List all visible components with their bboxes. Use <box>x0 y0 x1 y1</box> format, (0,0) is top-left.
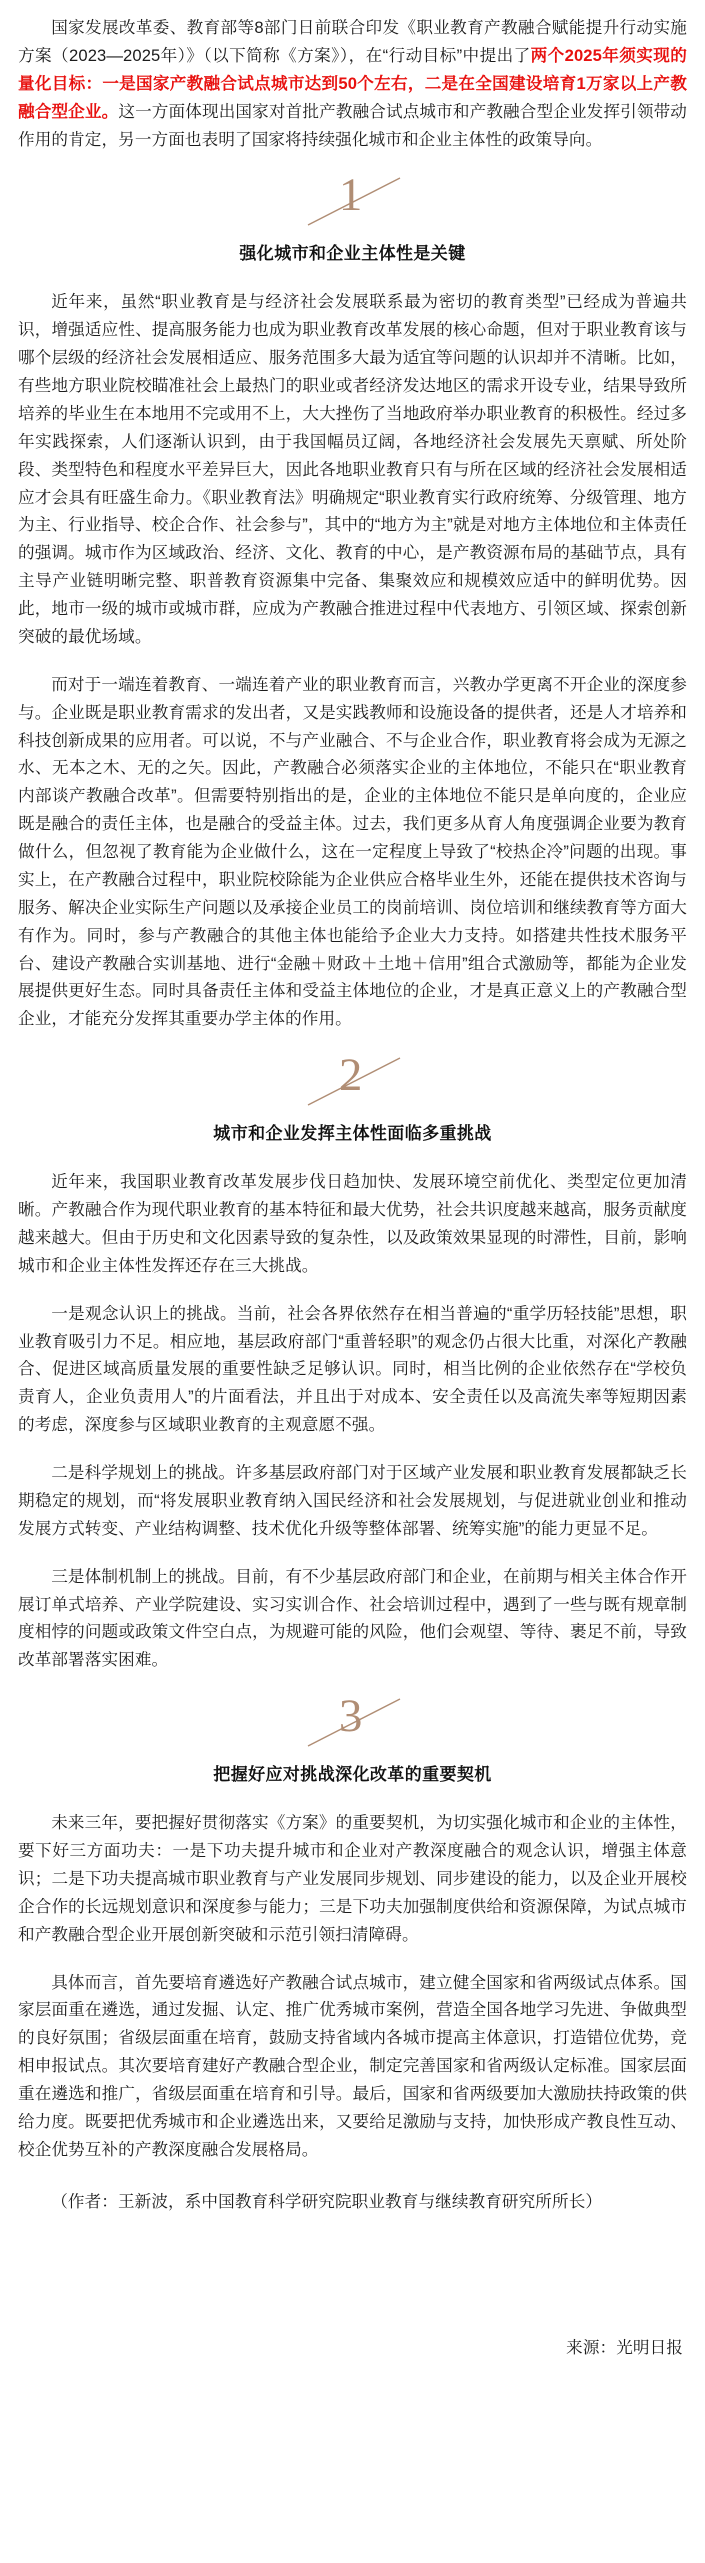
author-credit: （作者：王新波，系中国教育科学研究院职业教育与继续教育研究所所长） <box>51 2191 603 2211</box>
section-1 <box>18 171 687 1033</box>
section-3 <box>18 1692 687 2164</box>
section-numeral-3-glyph: 3 <box>338 1690 363 1743</box>
intro-highlight: 两个2025年须实现的量化目标：一是国家产教融合试点城市达到50个左右，二是在全国建设培育1万家以上产教融合型企业。 <box>18 45 687 121</box>
section-1-paragraph-1: 近年来，虽然“职业教育是与经济社会发展联系最为密切的教育类型”已经成为普遍共识，增强适应性、提高服务能力也成为职业教育改革发展的核心命题，但对于职业教育该与哪个层级的经济社会发展相适应、服务范围多大最为适宜等问题的认识却并不清晰。比如，有些地方职业院校瞄准社会上最热门的职业或者经济发达地区的需求开设专业，结果导致所培养的毕业生在本地用不完或用不上，大大挫伤了当地政府举办职业教育的积极性。经过多年实践探索，人们逐渐认识到，由于我国幅员辽阔，各地经济社会发展先天禀赋、所处阶段、类型特色和程度水平差异巨大，因此各地职业教育只有与所在区域的经济社会发展相适应才会具有旺盛生命力。《职业教育法》明确规定“职业教育实行政府统筹、分级管理、地方为主、行业指导、校企合作、社会参与”，其中的“地方为主”就是对地方主体地位和主体责任的强调。城市作为区域政治、经济、文化、教育的中心，是产教资源布局的基础节点，具有主导产业链明晰完整、职普教育资源集中完备、集聚效应和规模效应适中的鲜明优势。因此，地市一级的城市或城市群，应成为产教融合推进过程中代表地方、引领区域、探索创新突破的最优场域。 <box>18 292 687 646</box>
section-title-1: 强化城市和企业主体性是关键 <box>239 244 466 264</box>
section-2-paragraph-2: 一是观念认识上的挑战。当前，社会各界依然存在相当普遍的“重学历轻技能”思想，职业教育吸引力不足。相应地，基层政府部门“重普轻职”的观念仍占很大比重，对深化产教融合、促进区域高质量发展的重要性缺乏足够认识。同时，相当比例的企业依然存在“学校负责育人，企业负责用人”的片面看法，并且出于对成本、安全责任以及高流失率等短期因素的考虑，深度参与区域职业教育的主观意愿不强。 <box>18 1303 687 1435</box>
section-title-2: 城市和企业发挥主体性面临多重挑战 <box>213 1124 492 1144</box>
section-numeral-2 <box>298 1051 408 1113</box>
section-3-paragraph-2: 具体而言，首先要培育遴选好产教融合试点城市，建立健全国家和省两级试点体系。国家层面重在遴选，通过发掘、认定、推广优秀城市案例，营造全国各地学习先进、争做典型的良好氛围；省级层面重在培育，鼓励支持省域内各城市提高主体意识，打造错位优势，竞相申报试点。其次要培育建好产教融合型企业，制定完善国家和省两级认定标准。国家层面重在遴选和推广，省级层面重在培育和引导。最后，国家和省两级要加大激励扶持政策的供给力度。既要把优秀城市和企业遴选出来，又要给足激励与支持，加快形成产教良性互动、校企优势互补的产教深度融合发展格局。 <box>18 1972 687 2159</box>
section-2-paragraph-4: 三是体制机制上的挑战。目前，有不少基层政府部门和企业，在前期与相关主体合作开展订单式培养、产业学院建设、实习实训合作、社会培训过程中，遇到了一些与既有规章制度相悖的问题或政策文件空白点，为规避可能的风险，他们会观望、等待、裹足不前，导致改革部署落实困难。 <box>18 1566 687 1670</box>
source-credit: 来源：光明日报 <box>566 2337 683 2357</box>
section-numeral-1 <box>298 171 408 233</box>
section-numeral-2-wrap <box>18 1051 687 1113</box>
section-2-paragraph-1: 近年来，我国职业教育改革发展步伐日趋加快、发展环境空前优化、类型定位更加清晰。产教融合作为现代职业教育的基本特征和最大优势，社会共识度越来越高，服务贡献度越来越大。但由于历史和文化因素导致的复杂性，以及政策效果显现的时滞性，目前，影响城市和企业主体性发挥还存在三大挑战。 <box>18 1172 687 1275</box>
section-3-paragraph-1: 未来三年，要把握好贯彻落实《方案》的重要契机，为切实强化城市和企业的主体性，要下好三方面功夫：一是下功夫提升城市和企业对产教深度融合的观念认识，增强主体意识；二是下功夫提高城市职业教育与产业发展同步规划、同步建设的能力，以及企业开展校企合作的长远规划意识和深度参与能力；三是下功夫加强制度供给和资源保障，为试点城市和产教融合型企业开展创新突破和示范引领扫清障碍。 <box>18 1813 687 1944</box>
intro-paragraph <box>18 14 687 153</box>
section-2 <box>18 1051 687 1674</box>
section-numeral-3 <box>298 1692 408 1754</box>
section-numeral-3-wrap <box>18 1692 687 1754</box>
section-1-paragraph-2: 而对于一端连着教育、一端连着产业的职业教育而言，兴教办学更离不开企业的深度参与。企业既是职业教育需求的发出者，又是实践教师和设施设备的提供者，还是人才培养和科技创新成果的应用者。可以说，不与产业融合、不与企业合作，职业教育将会成为无源之水、无本之木、无的之矢。因此，产教融合必须落实企业的主体地位，不能只在“职业教育内部谈产教融合改革”。但需要特别指出的是，企业的主体地位不能只是单向度的，企业应既是融合的责任主体，也是融合的受益主体。过去，我们更多从育人角度强调企业要为教育做什么，但忽视了教育能为企业做什么，这在一定程度上导致了“校热企冷”问题的出现。事实上，在产教融合过程中，职业院校除能为企业供应合格毕业生外，还能在提供技术咨询与服务、解决企业实际生产问题以及承接企业员工的岗前培训、岗位培训和继续教育等方面大有作为。同时，参与产教融合的其他主体也能给予企业大力支持。如搭建共性技术服务平台、建设产教融合实训基地、进行“金融＋财政＋土地＋信用”组合式激励等，都能为企业发展提供更好生态。同时具备责任主体和受益主体地位的企业，才是真正意义上的产教融合型企业，才能充分发挥其重要办学主体的作用。 <box>18 674 687 1029</box>
section-title-3: 把握好应对挑战深化改革的重要契机 <box>213 1765 492 1785</box>
intro-text-part2: 这一方面体现出国家对首批产教融合试点城市和产教融合型企业发挥引领带动作用的肯定，另一方面也表明了国家将持续强化城市和企业主体性的政策导向。 <box>18 101 687 149</box>
section-numeral-2-glyph: 2 <box>338 1049 363 1102</box>
intro-text-part1: 国家发展改革委、教育部等8部门日前联合印发《职业教育产教融合赋能提升行动实施方案（2023—2025年）》（以下简称《方案》），在“行动目标”中提出了 <box>18 18 687 65</box>
section-numeral-1-glyph: 1 <box>338 169 363 222</box>
section-2-paragraph-3: 二是科学规划上的挑战。许多基层政府部门对于区域产业发展和职业教育发展都缺乏长期稳定的规划，而“将发展职业教育纳入国民经济和社会发展规划，与促进就业创业和推动发展方式转变、产业结构调整、技术优化升级等整体部署、统筹实施”的能力更显不足。 <box>18 1463 687 1538</box>
section-numeral-1-wrap <box>18 171 687 233</box>
